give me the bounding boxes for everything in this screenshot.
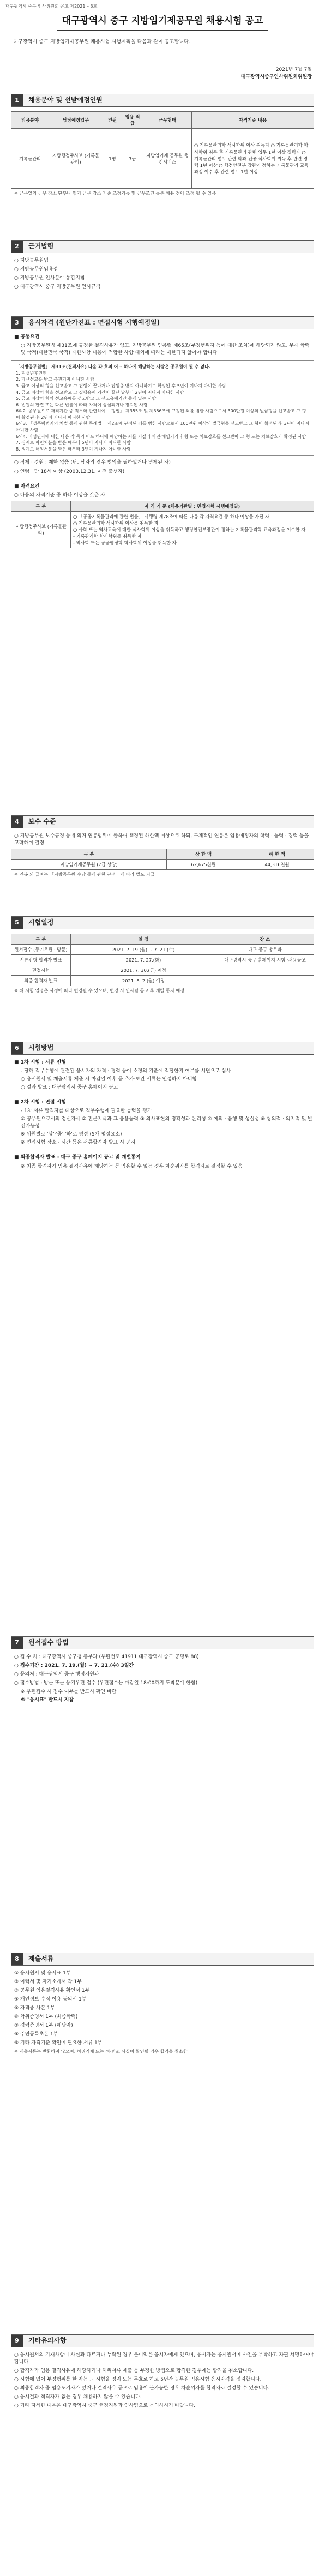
table-row <box>11 976 314 986</box>
disqualification-box <box>11 360 314 456</box>
schedule-note: ※ 위 시험 일정은 사정에 따라 변경될 수 있으며, 변경 시 인사팀 공고 후 개별 통지 예정 <box>14 988 185 994</box>
section-4-number: 4 <box>11 816 23 828</box>
age-requirement: ○ 직제 · 정원 : 제한 없음 (단, 남자의 경우 병역을 필하였거나 면제된 자) <box>14 460 171 466</box>
table-cell: 2021. 7. 30.(금) 예정 <box>71 965 216 976</box>
qualification-table <box>11 501 314 548</box>
recruit-table <box>11 111 314 189</box>
table-header: 상 한 액 <box>167 849 240 860</box>
section-6 <box>11 1042 314 1172</box>
section-6-number: 6 <box>11 1042 23 1054</box>
step2-item: ① 공무원으로서의 정신자세 ② 전문지식과 그 응용능력 ③ 의사표현의 정확성과 논리성 ④ 예의 · 품행 및 성실성 ⑤ 창의력 · 의지력 및 발전가능성 <box>21 1116 313 1130</box>
common-req-item: ○ 지방공무원법 제31조에 규정한 결격사유가 없고, 지방공무원 임용령 제65조(부정행위자 등에 대한 조치)에 해당되지 않고, 무제 학력 및 국적(대한민국 국적) 제한사항 내용에 적합한 사항 대외에 따라는 제한되지 않아야 합니다. <box>21 343 310 356</box>
common-req-heading: ■ 공통요건 <box>14 334 40 340</box>
table-header-row <box>11 934 314 945</box>
doc-item: ⑥ 학위증명서 1부 (최종학력) <box>14 2014 78 2020</box>
table-cell: ○ 기록물관리학 석사학위 이상 취득자 ○ 기록물관리학 학사학위 취득 후 기록물관리 관련 업무 1년 이상 경력자 ○ 기록물관리 업무 관련 학과 전공 석사학위 취득 후 관련 경력 1년 이상 ○ 행정안전부 장관이 정하는 기록물관리 교육과정 이수 후 관련 업무 1년 이상 <box>192 129 314 189</box>
table-cell: 지방행정주사보 (기록물관리) <box>49 129 103 189</box>
section-8-title: 제출서류 <box>28 1955 54 1963</box>
disq-item: 6의3. 「성폭력범죄의 처벌 등에 관한 특례법」 제2조에 규정된 죄를 범한 사람으로서 100만원 이상의 벌금형을 선고받고 그 형이 확정된 후 3년이 지나지 아니한 사람 <box>16 421 309 433</box>
table-cell: 원서접수 (등기우편 · 방문) <box>11 945 71 955</box>
intro-text: 대구광역시 중구 지방임기제공무원 채용시험 시행계획을 다음과 같이 공고합니다. <box>13 39 191 45</box>
table-cell <box>71 511 314 548</box>
final-item: ※ 최종 합격자가 임용 결격사유에 해당하는 등 임용할 수 없는 경우 차순위자를 합격자로 결정할 수 있음 <box>21 1163 243 1169</box>
step1-item: ○ 응시원서 및 제출서류 제출 시 마감일 이후 등 추가·보완 서류는 인정하지 아니함 <box>21 1077 197 1083</box>
table-header-row <box>11 501 314 511</box>
section-8 <box>11 1953 314 2057</box>
section-1-header <box>11 94 314 107</box>
table-header-row <box>11 849 314 860</box>
section-5-title: 시험일정 <box>28 918 54 927</box>
table-header: 근무형태 <box>143 112 192 129</box>
section-8-number: 8 <box>11 1953 23 1965</box>
doc-item: ① 응시원서 및 응시표 1부 <box>14 1971 71 1976</box>
step1-item: - 당해 직무수행에 관련된 응시자의 자격 · 경력 등이 소정의 기준에 적합한지 여부를 서면으로 심사 <box>21 1068 231 1074</box>
caution-item: ○ 응시원서의 기재사항이 사실과 다르거나 누락된 경우 불이익은 응시자에게 있으며, 응시자는 응시원서에 사진을 부착하고 자필 서명하여야 합니다. <box>14 2352 314 2365</box>
table-row <box>11 129 314 189</box>
section-1 <box>11 94 314 199</box>
caution-item: ○ 응시결과 적격자가 없는 경우 채용하지 않을 수 있습니다. <box>14 2394 142 2400</box>
qual-item: - 역사학 또는 공공행정학 학사학위 이상을 취득한 자 <box>73 539 177 545</box>
table-cell: 2021. 7. 27.(화) <box>71 955 216 965</box>
disq-item: 6. 법원의 판결 또는 다른 법률에 따라 자격이 상실되거나 정지된 사람 <box>16 402 148 407</box>
table-header: 인원 <box>103 112 122 129</box>
qual-item: - 기록관리학 학사학위를 취득한 자 <box>73 533 142 539</box>
law-item: ○ 지방공무원 인사분야 통합지침 <box>14 275 85 281</box>
section-5 <box>11 916 314 996</box>
step1-item: ○ 결과 발표 : 대구광역시 중구 홈페이지 공고 <box>21 1085 118 1091</box>
law-item: ○ 대구광역시 중구 지방공무원 인사규칙 <box>14 284 101 290</box>
issuer: 대구광역시중구인사위원회위원장 <box>240 74 312 80</box>
table-header-row <box>11 112 314 129</box>
doc-item: ③ 공무원 임용결격사유 확인서 1부 <box>14 1988 90 1994</box>
table-cell <box>216 976 314 986</box>
step2-item: - 1차 서류 합격자를 대상으로 직무수행에 필요한 능력을 평가 <box>21 1108 152 1114</box>
caution-item: ○ 최종합격자 중 임용포기자가 있거나 결격사유 등으로 임용이 불가능한 경우 차순위자를 합격자로 결정할 수 있습니다. <box>14 2386 270 2392</box>
disq-item: 8. 징계로 해임처분을 받은 때부터 3년이 지나지 아니한 사람 <box>16 446 131 452</box>
announce-date: 2021년 7월 7일 <box>275 67 312 73</box>
table-cell: 면접시험 <box>11 965 71 976</box>
section-1-number: 1 <box>11 94 23 106</box>
age-limit: ○ 연령 : 만 18세 이상 (2003.12.31. 이전 출생자) <box>14 469 125 475</box>
table-header: 자격기준 내용 <box>192 112 314 129</box>
doc-item: ⑧ 주민등록초본 1부 <box>14 2032 58 2038</box>
disq-item: 3. 금고 이상의 형을 선고받고 그 집행이 끝나거나 집행을 받지 아니하기로 확정된 후 5년이 지나지 아니한 사람 <box>16 383 226 388</box>
table-cell: 서류전형 합격자 발표 <box>11 955 71 965</box>
step2-item: ※ 면접시험 장소 · 시간 등은 서류합격자 발표 시 공지 <box>21 1140 136 1146</box>
header-note: 대구광역시 중구 인사위원회 공고 제2021 – 3호 <box>5 4 98 9</box>
apply-line: ○ 문의처 : 대구광역시 중구 행정지원과 <box>14 1672 99 1678</box>
law-item: ○ 지방공무원임용령 <box>14 267 58 273</box>
table-header: 일 정 <box>71 934 216 945</box>
section-7-title: 원서접수 방법 <box>28 1638 69 1647</box>
disq-item: 2. 파산선고를 받고 복권되지 아니한 사람 <box>16 377 94 382</box>
section-7-number: 7 <box>11 1637 23 1649</box>
table-header: 구 분 <box>11 849 167 860</box>
table-header: 하 한 액 <box>240 849 314 860</box>
apply-line: ○ 접 수 처 : 대구광역시 중구청 총무과 (우편번호 41911 대구광역시 중구 공평로 88) <box>14 1654 199 1660</box>
apply-line: ※ 우편접수 시 접수 여부를 반드시 확인 바람 <box>21 1689 117 1695</box>
table-cell: 지방임기제공무원 (7급 상당) <box>11 860 167 870</box>
table-cell: 2021. 7. 19.(월) ~ 7. 21.(수) <box>71 945 216 955</box>
disq-item: 7. 징계로 파면처분을 받은 때부터 5년이 지나지 아니한 사람 <box>16 440 131 446</box>
section-1-note: ※ 근무일의 근무 장소 단부나 임기 근무 장소 기준 조정가능 및 근무조건 등은 채용 전에 조정 될 수 있음 <box>14 190 216 196</box>
date-block <box>241 67 312 81</box>
qual-item: ○ 「공공기록물관리에 관한 법률」 시행령 제78조에 따른 다음 각 자격요건 중 하나 이상을 가진 자 <box>73 513 269 519</box>
apply-line: ○ 접수기간 : 2021. 7. 19.(월) ~ 7. 21.(수) 3일간 <box>14 1663 134 1669</box>
section-2-number: 2 <box>11 241 23 253</box>
table-cell: 기록물관리 <box>11 129 49 189</box>
table-row <box>11 965 314 976</box>
table-row <box>11 511 314 548</box>
schedule-table <box>11 934 314 986</box>
table-row <box>11 860 314 870</box>
table-cell: 1명 <box>103 129 122 189</box>
qual-item: ○ 사학 또는 역사교육에 대한 석사학위 이상을 취득하고 행정안전부장관이 정하는 기록물관리학 교육과정을 이수한 자 <box>73 526 306 532</box>
section-4 <box>11 815 314 880</box>
section-9-number: 9 <box>11 2335 23 2347</box>
table-cell: 지방행정주사보 (기록물관리) <box>11 511 71 548</box>
section-5-header <box>11 916 314 929</box>
doc-item: ② 이력서 및 자기소개서 각 1부 <box>14 1979 82 1985</box>
section-1-title: 채용분야 및 선발예정인원 <box>28 96 103 104</box>
table-row <box>11 955 314 965</box>
section-7 <box>11 1636 314 1705</box>
doc-item: ⑤ 자격증 사본 1부 <box>14 2005 55 2011</box>
table-cell: 62,675천원 <box>167 860 240 870</box>
section-4-title: 보수 수준 <box>28 818 56 826</box>
section-6-title: 시험방법 <box>28 1044 54 1052</box>
section-8-header <box>11 1953 314 1966</box>
table-cell: 2021. 8. 2.(월) 예정 <box>71 976 216 986</box>
disq-item: 6의4. 미성년자에 대한 다음 각 목의 어느 하나에 해당하는 죄를 저질러 파면·해임되거나 형 또는 치료감호를 선고받아 그 형 또는 치료감호가 확정된 사람 <box>16 434 306 439</box>
apply-line: ○ 접수방법 : 방문 또는 등기우편 접수 (우편접수는 마감일 18:00까지 도착분에 한함) <box>14 1680 198 1686</box>
section-3-title: 응시자격 (원단가진표 : 면접시험 시행예정일) <box>28 319 160 327</box>
pay-desc: ○ 지방공무원 보수규정 등에 의거 연봉범위에 한하여 책정된 하한액 이상으로 하되, 구체적인 연봉은 임용예정자의 학력 · 능력 · 경력 등을 고려하여 결정 <box>14 833 309 846</box>
section-2 <box>11 240 314 292</box>
section-9-title: 기타유의사항 <box>28 2337 67 2345</box>
doc-item: ⑨ 기타 자격기준 확인에 필요한 서류 1부 <box>14 2040 103 2046</box>
section-9 <box>11 2334 314 2411</box>
pay-note: ※ 연봉 외 급여는 「지방공무원 수당 등에 관한 규정」에 따라 별도 지급 <box>14 872 155 878</box>
disq-item: 1. 피성년후견인 <box>16 370 47 376</box>
table-cell <box>216 965 314 976</box>
section-7-header <box>11 1636 314 1649</box>
table-cell: 최종 합격자 발표 <box>11 976 71 986</box>
table-cell: 대구 중구 총무과 <box>216 945 314 955</box>
table-header: 장 소 <box>216 934 314 945</box>
table-header: 자 격 기 준 (채용기관별 : 면접시험 시행예정일) <box>71 501 314 511</box>
section-3 <box>11 316 314 548</box>
title-wrap <box>0 12 325 31</box>
section-2-header <box>11 240 314 253</box>
doc-item: ⑦ 경력증명서 1부 (해당자) <box>14 2023 73 2029</box>
final-title: ■ 최종합격자 발표 : 대구 중구 홈페이지 공고 및 개별통지 <box>14 1155 141 1161</box>
caution-item: ○ 기타 자세한 내용은 대구광역시 중구 행정지원과 인사팀으로 문의하시기 바랍니다. <box>14 2403 196 2409</box>
qualification-sub: ○ 다음의 자격기준 중 하나 이상을 갖춘 자 <box>14 492 105 498</box>
step2-item: ※ 위원별로 '상'·'중'·'하'로 평정 (5개 평정요소) <box>21 1132 122 1138</box>
table-cell: 7급 <box>122 129 143 189</box>
law-item: ○ 지방공무원법 <box>14 258 49 263</box>
disqualification-title: 「지방공무원법」 제31조(결격사유) 다음 각 호의 어느 하나에 해당하는 사람은 공무원이 될 수 없다. <box>16 364 210 370</box>
caution-item: ○ 시험에 있어 부정행위를 한 자는 그 시험을 정지 또는 무효로 하고 5년간 공무원 임용시험 응시자격을 정지합니다. <box>14 2377 262 2383</box>
section-6-header <box>11 1042 314 1055</box>
section-4-header <box>11 815 314 828</box>
doc-note: ※ 제출서류는 반환하지 않으며, 허위기재 또는 위·변조 사실이 확인될 경우 합격을 취소함 <box>14 2049 188 2055</box>
step2-title: ■ 2차 시험 : 면접 시험 <box>14 1100 66 1106</box>
apply-highlight: ※ "응시표" 반드시 지참 <box>21 1697 74 1703</box>
table-header: 구 분 <box>11 501 71 511</box>
doc-item: ④ 개인정보 수집·이용 동의서 1부 <box>14 1997 87 2003</box>
page-title: 대구광역시 중구 지방임기제공무원 채용시험 공고 <box>57 12 269 31</box>
table-header: 임용 직급 <box>122 112 143 129</box>
section-9-header <box>11 2334 314 2347</box>
qual-item: ○ 기록물관리학 석사학위 이상을 취득한 자 <box>73 520 159 526</box>
table-header: 담당예정업무 <box>49 112 103 129</box>
caution-item: ○ 합격자가 임용 결격사유에 해당하거나 허위서류 제출 등 부정한 방법으로 합격한 경우에는 합격을 취소합니다. <box>14 2368 254 2374</box>
qualification-heading: ■ 자격요건 <box>14 483 40 489</box>
table-header: 임용분야 <box>11 112 49 129</box>
table-header: 구 분 <box>11 934 71 945</box>
disq-item: 6의2. 공무원으로 재직기간 중 직무와 관련하여 「형법」 제355조 및 제356조에 규정된 죄를 범한 사람으로서 300만원 이상의 벌금형을 선고받고 그 형이 확정된 후 2년이 지나지 아니한 사람 <box>16 409 306 420</box>
table-cell: 대구광역시 중구 홈페이지 시험 ·채용공고 <box>216 955 314 965</box>
pay-table <box>11 849 314 870</box>
table-cell: 44,316천원 <box>240 860 314 870</box>
section-2-title: 근거법령 <box>28 242 54 250</box>
disq-item: 5. 금고 이상의 형의 선고유예를 선고받고 그 선고유예기간 중에 있는 사람 <box>16 396 157 401</box>
section-3-number: 3 <box>11 317 23 329</box>
disq-item: 4. 금고 이상의 형을 선고받고 그 집행유예 기간이 끝난 날부터 2년이 지나지 아니한 사람 <box>16 389 184 395</box>
section-5-number: 5 <box>11 917 23 929</box>
table-cell: 지방임기제 공무원 행정서비스 <box>143 129 192 189</box>
section-3-header <box>11 316 314 329</box>
table-row <box>11 945 314 955</box>
step1-title: ■ 1차 시험 : 서류 전형 <box>14 1060 66 1065</box>
